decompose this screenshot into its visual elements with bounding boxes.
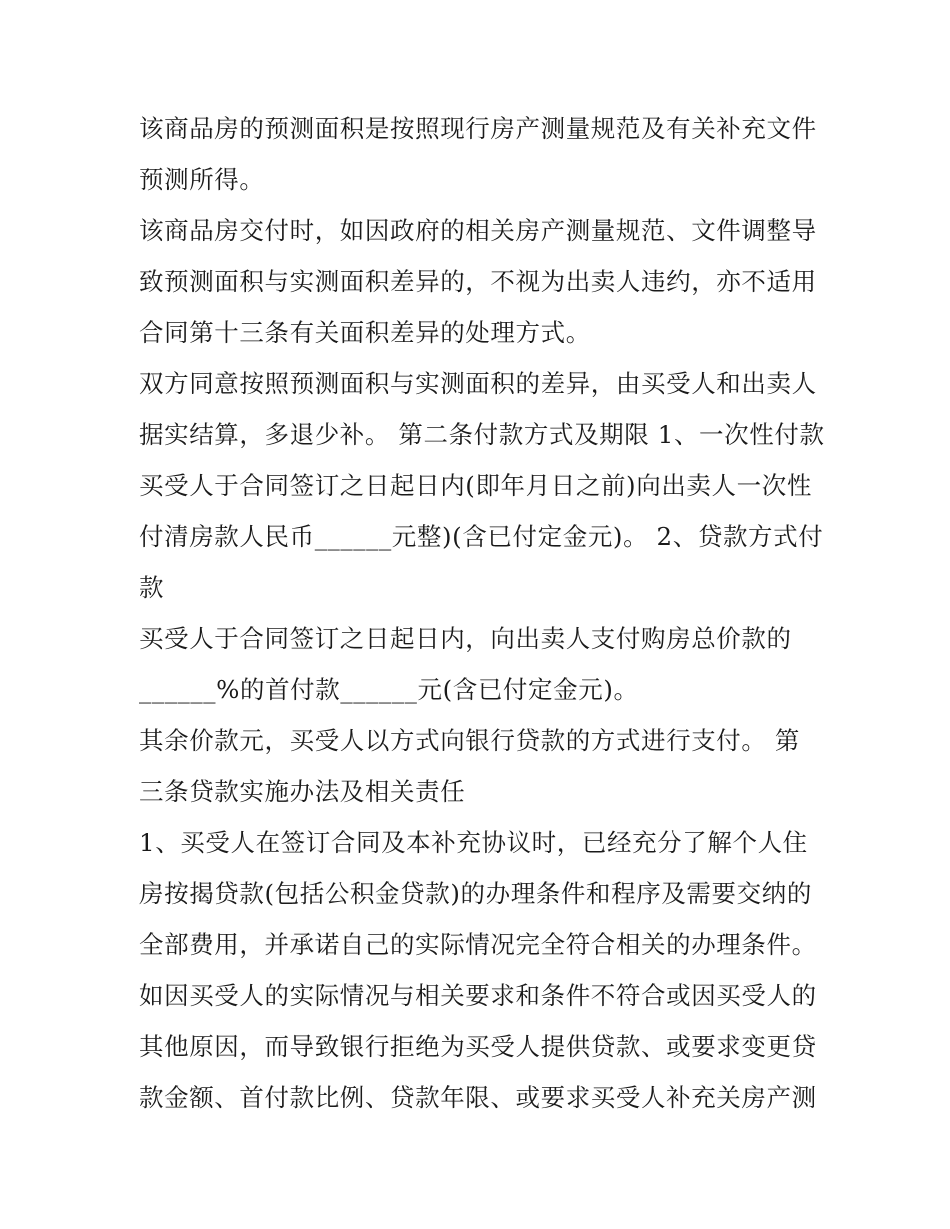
text-line: 预测所得。 xyxy=(139,165,265,194)
text-line: 三条贷款实施办法及相关责任 xyxy=(139,777,466,806)
text-line: 如因买受人的实际情况与相关要求和条件不符合或因买受人的 xyxy=(139,981,817,1010)
text-line: 款金额、首付款比例、贷款年限、或要求买受人补充关房产测 xyxy=(139,1083,817,1112)
text-line: 合同第十三条有关面积差异的处理方式。 xyxy=(139,318,591,347)
text-line: 其他原因，而导致银行拒绝为买受人提供贷款、或要求变更贷 xyxy=(139,1032,817,1061)
text-line: 双方同意按照预测面积与实测面积的差异，由买受人和出卖人 xyxy=(139,369,817,398)
text-line: 该商品房交付时，如因政府的相关房产测量规范、文件调整导 xyxy=(139,216,817,245)
text-line: 买受人于合同签订之日起日内(即年月日之前)向出卖人一次性 xyxy=(139,471,812,500)
text-line: 该商品房的预测面积是按照现行房产测量规范及有关补充文件 xyxy=(139,114,817,143)
text-line: 房按揭贷款(包括公积金贷款)的办理条件和程序及需要交纳的 xyxy=(139,879,812,908)
text-line: 据实结算，多退少补。 第二条付款方式及期限 1、一次性付款 xyxy=(139,420,825,449)
text-line: ______%的首付款______元(含已付定金元)。 xyxy=(139,675,639,704)
text-line: 其余价款元，买受人以方式向银行贷款的方式进行支付。 第 xyxy=(139,726,800,755)
text-line: 致预测面积与实测面积差异的，不视为出卖人违约，亦不适用 xyxy=(139,267,817,296)
text-line: 买受人于合同签订之日起日内，向出卖人支付购房总价款的 xyxy=(139,624,792,653)
text-line: 款 xyxy=(139,573,165,602)
text-line: 全部费用，并承诺自己的实际情况完全符合相关的办理条件。 xyxy=(139,930,817,959)
text-line: 付清房款人民币______元整)(含已付定金元)。 2、贷款方式付 xyxy=(139,522,824,551)
text-line: 1、买受人在签订合同及本补充协议时，已经充分了解个人住 xyxy=(139,828,808,857)
